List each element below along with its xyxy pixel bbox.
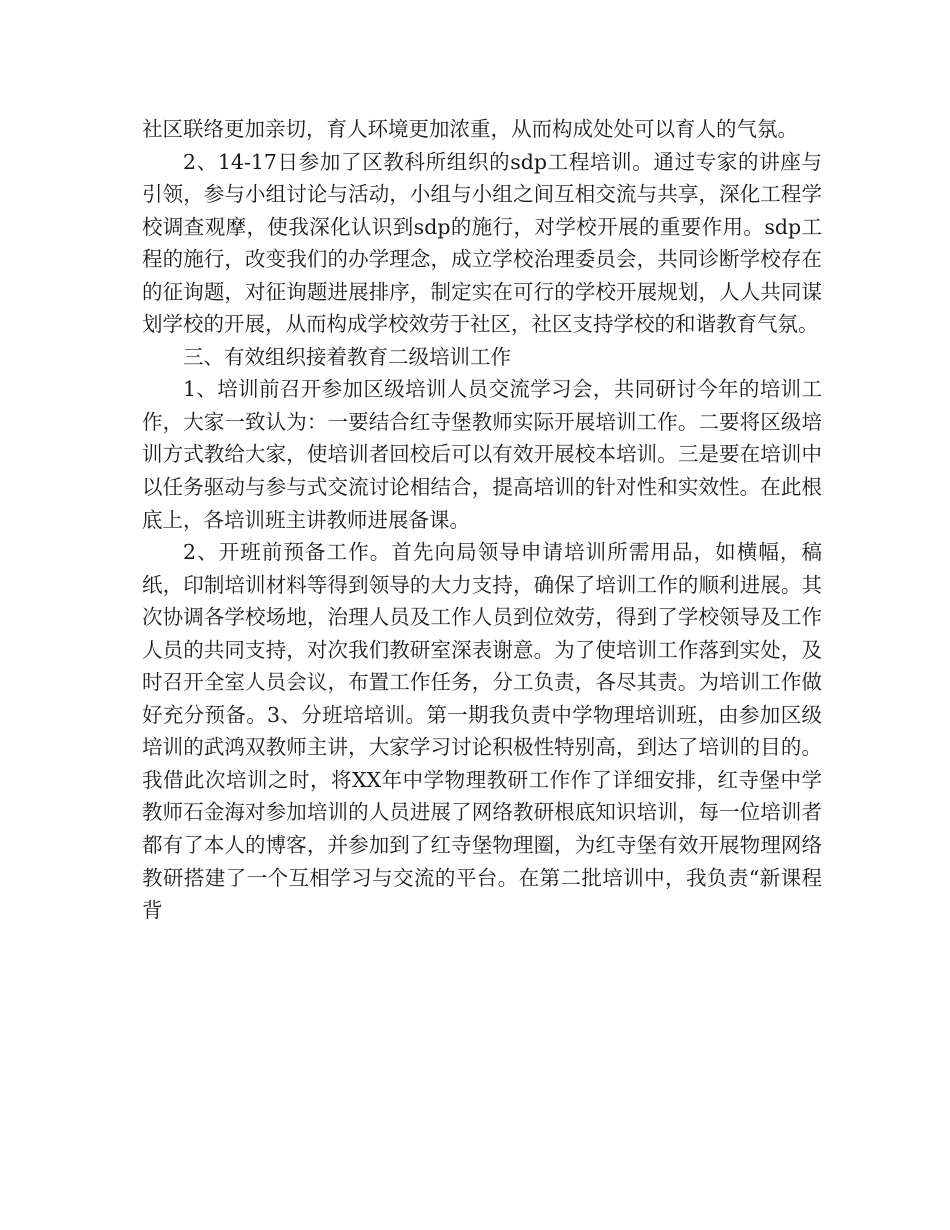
section-heading: 三、有效组织接着教育二级培训工作 (183, 344, 511, 369)
document-body (142, 113, 822, 927)
paragraph-3: 1、培训前召开参加区级培训人员交流学习会，共同研讨今年的培训工作，大家一致认为：一要结合红寺堡教师实际开展培训工作。二要将区级培训方式教给大家，使培训者回校后可以有效开展校本培训。三是要在培训中以任务驱动与参与式交流讨论相结合，提高培训的针对性和实效性。在此根底上，各培训班主讲教师进展备课。 (142, 377, 822, 532)
paragraph-4: 2、开班前预备工作。首先向局领导申请培训所需用品，如横幅，稿纸，印制培训材料等得到领导的大力支持，确保了培训工作的顺利进展。其次协调各学校场地，治理人员及工作人员到位效劳，得到了学校领导及工作人员的共同支持，对次我们教研室深表谢意。为了使培训工作落到实处，及时召开全室人员会议，布置工作任务，分工负责，各尽其责。为培训工作做好充分预备。3、分班培培训。第一期我负责中学物理培训班，由参加区级培训的武鸿双教师主讲，大家学习讨论积极性特别高，到达了培训的目的。我借此次培训之时，将XX年中学物理教研工作作了详细安排，红寺堡中学教师石金海对参加培训的人员进展了网络教研根底知识培训，每一位培训者都有了本人的博客，并参加到了红寺堡物理圈，为红寺堡有效开展物理网络教研搭建了一个互相学习与交流的平台。在第二批培训中，我负责“新课程背 (142, 540, 822, 923)
paragraph-1: 社区联络更加亲切，育人环境更加浓重，从而构成处处可以育人的气氛。 (142, 117, 798, 141)
paragraph-2: 2、14-17日参加了区教科所组织的sdp工程培训。通过专家的讲座与引领，参与小组讨论与活动，小组与小组之间互相交流与共享，深化工程学校调查观摩，使我深化认识到sdp的施行，对学校开展的重要作用。sdp工程的施行，改变我们的办学理念，成立学校治理委员会，共同诊断学校存在的征询题，对征询题进展排序，制定实在可行的学校开展规划，人人共同谋划学校的开展，从而构成学校效劳于社区，社区支持学校的和谐教育气氛。 (142, 149, 822, 337)
